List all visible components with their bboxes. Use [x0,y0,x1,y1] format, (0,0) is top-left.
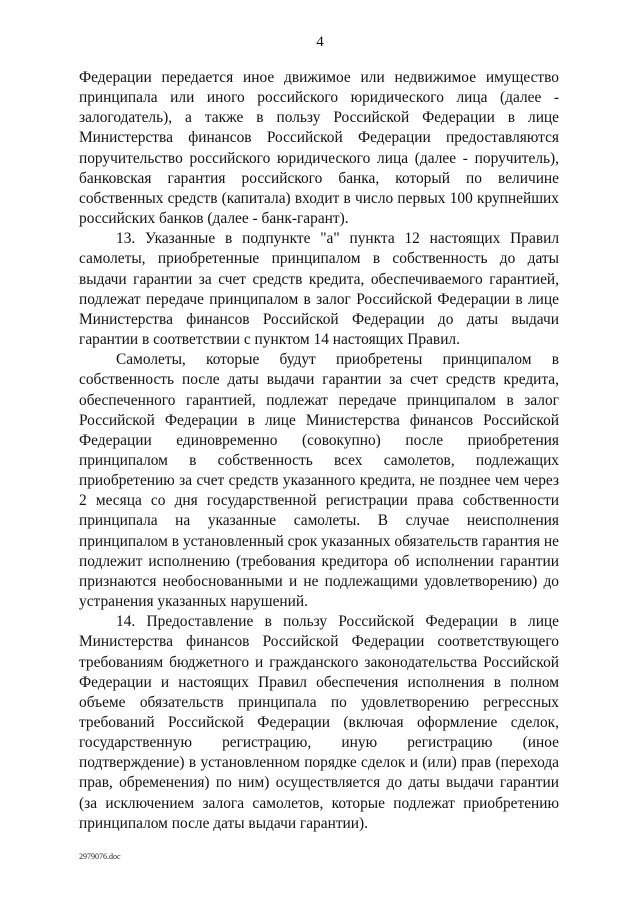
paragraph-item-13: 13. Указанные в подпункте "а" пункта 12 настоящих Правил самолеты, приобретенные принципалом в собственность до даты выдачи гарантии за счет средств кредита, обеспечиваемого гарантией, подлежат передаче принципалом в залог Российской Федерации в лице Министерства финансов Российской Федерации до даты выдачи гарантии в соответствии с пунктом 14 настоящих Правил. [79,230,559,349]
paragraph-aircraft-pledge: Самолеты, которые будут приобретены принципалом в собственность после даты выдачи гарантии за счет средств кредита, обеспеченного гарантией, подлежат передаче принципалом в залог Российской Федерации в лице Министерства финансов Российской Федерации единовременно (совокупно) после приобретения принципалом в собственность всех самолетов, подлежащих приобретению за счет средств указанного кредита, не позднее чем через 2 месяца со дня государственной регистрации права собственности принципала на указанные самолеты. В случае неисполнения принципалом в установленный срок указанных обязательств гарантия не подлежит исполнению (требования кредитора об исполнении гарантии признаются необоснованными и не подлежащими удовлетворению) до устранения указанных нарушений. [79,351,559,611]
page-number: 4 [316,34,324,50]
footer-filename: 2979076.doc [79,852,121,861]
document-body [79,68,559,834]
paragraph-continuation: Федерации передается иное движимое или недвижимое имущество принципала или иного российского юридического лица (далее - залогодатель), а также в пользу Российской Федерации в лице Министерства финансов Российской Федерации предоставляются поручительство российского юридического лица (далее - поручитель), банковская гарантия российского банка, который по величине собственных средств (капитала) входит в число первых 100 крупнейших российских банков (далее - банк-гарант). [79,69,559,228]
paragraph-item-14: 14. Предоставление в пользу Российской Федерации в лице Министерства финансов Российской Федерации соответствующего требованиям бюджетного и гражданского законодательства Российской Федерации и настоящих Правил обеспечения исполнения в полном объеме обязательств принципала по удовлетворению регрессных требований Российской Федерации (включая оформление сделок, государственную регистрацию, иную регистрацию (иное подтверждение) в установленном порядке сделок и (или) прав (перехода прав, обременения) по ним) осуществляется до даты выдачи гарантии (за исключением залога самолетов, которые подлежат приобретению принципалом после даты выдачи гарантии). [79,613,559,832]
